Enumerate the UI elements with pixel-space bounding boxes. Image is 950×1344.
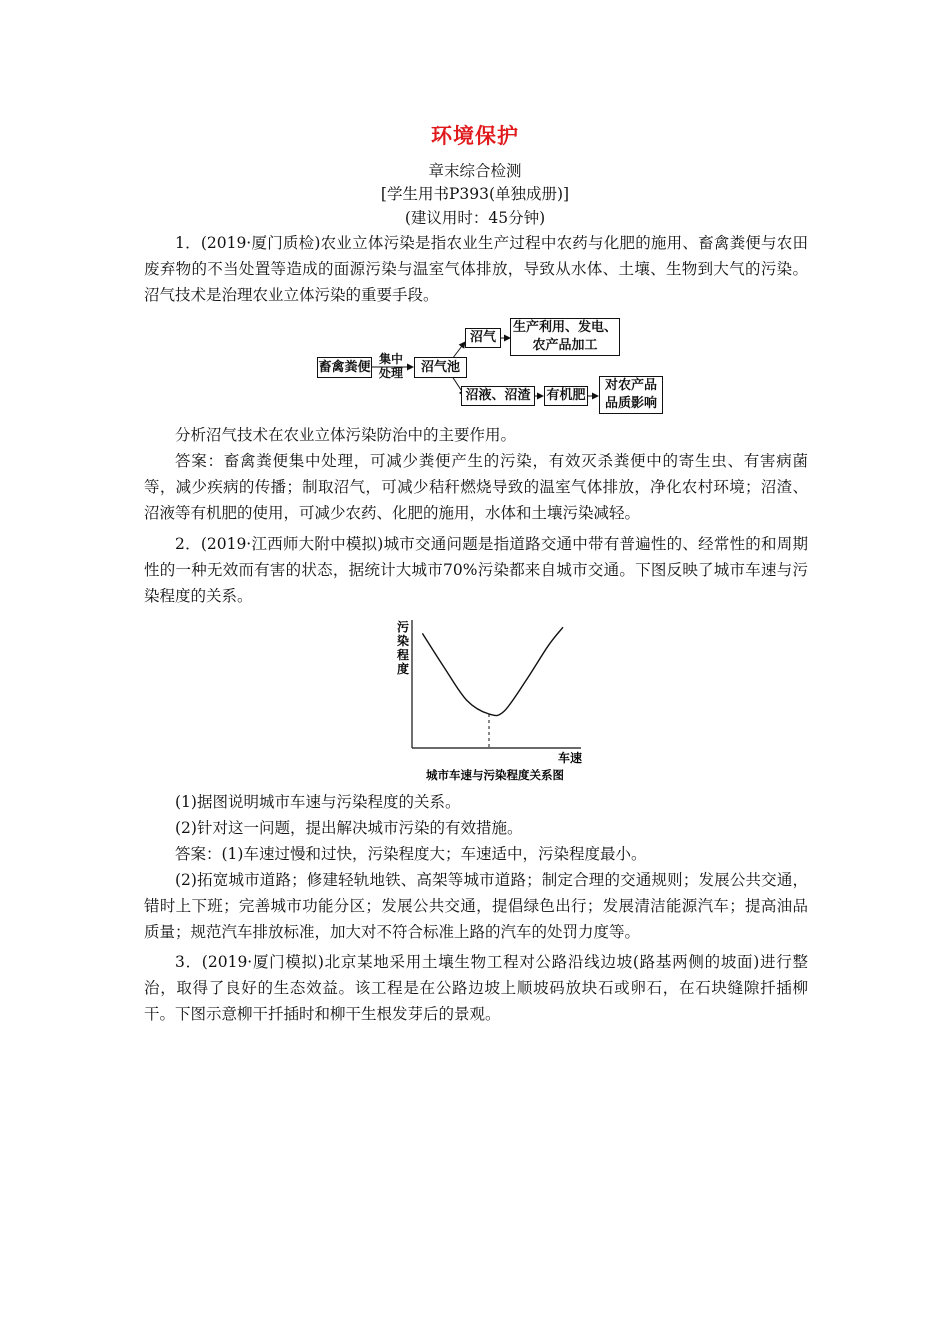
y-axis-label-char: 程	[397, 648, 410, 662]
page-subtitle: 章末综合检测	[428, 162, 522, 180]
flow-box-organic-fertilizer: 有机肥	[544, 386, 588, 406]
chart-title: 城市车速与污染程度关系图	[426, 768, 564, 782]
question-2-sub-1: (1)据图说明城市车速与污染程度的关系。	[175, 793, 461, 811]
flow-box-slurry-residue: 沼液、沼渣	[461, 386, 535, 406]
y-axis-label-char: 度	[397, 662, 410, 676]
flow-box-biogas: 沼气	[465, 328, 501, 348]
question-3-text: 3．(2019·厦门模拟)北京某地采用土壤生物工程对公路沿线边坡(路基两侧的坡面)进行整治，取得了良好的生态效益。该工程是在公路边坡上顺坡码放块石或卵石，在石块缝隙扦插柳干。下图示意柳干扦插时和柳干生根发芽后的景观。	[144, 953, 808, 1023]
y-axis-label	[397, 619, 409, 676]
flow-box-biogas-use: 生产利用、发电、 农产品加工	[510, 318, 620, 356]
question-1-prompt: 分析沼气技术在农业立体污染防治中的主要作用。	[175, 426, 517, 444]
pollution-curve	[422, 627, 563, 715]
x-axis-label: 车速	[558, 751, 583, 765]
question-2-sub-2: (2)针对这一问题，提出解决城市污染的有效措施。	[175, 819, 523, 837]
question-2-text: 2．(2019·江西师大附中模拟)城市交通问题是指道路交通中带有普遍性的、经常性的和周期性的一种无效而有害的状态，据统计大城市70%污染都来自城市交通。下图反映了城市车速与污染程度的关系。	[144, 535, 808, 605]
book-reference: [学生用书P393(单独成册)]	[380, 185, 570, 203]
biogas-flow-diagram	[315, 316, 675, 418]
question-2-answer-2: (2)拓宽城市道路；修建轻轨地铁、高架等城市道路；制定合理的交通规则；发展公共交通，错时上下班；完善城市功能分区；发展公共交通，提倡绿色出行；发展清洁能源汽车；提高油品质量；规范汽车排放标准，加大对不符合标准上路的汽车的处罚力度等。	[144, 871, 808, 941]
question-1-text: 1．(2019·厦门质检)农业立体污染是指农业生产过程中农药与化肥的施用、畜禽粪便与农田废弃物的不当处置等造成的面源污染与温室气体排放，导致从水体、土壤、生物到大气的污染。沼气技术是治理农业立体污染的重要手段。	[144, 234, 808, 304]
speed-pollution-chart	[395, 615, 585, 785]
flow-box-livestock-manure: 畜禽粪便	[317, 357, 372, 378]
flow-box-biogas-pool: 沼气池	[414, 357, 467, 378]
question-1-answer: 答案：畜禽粪便集中处理，可减少粪便产生的污染，有效灭杀粪便中的寄生虫、有害病菌等，减少疾病的传播；制取沼气，可减少秸秆燃烧导致的温室气体排放，净化农村环境；沼渣、沼液等有机肥的使用，可减少农药、化肥的施用，水体和土壤污染减轻。	[144, 452, 808, 522]
y-axis-label-char: 污	[397, 620, 410, 634]
y-axis-label-char: 染	[397, 634, 410, 648]
question-2-answer-1: 答案：(1)车速过慢和过快，污染程度大；车速适中，污染程度最小。	[175, 845, 647, 863]
page-title: 环境保护	[431, 123, 519, 148]
chart-svg	[395, 615, 585, 785]
time-hint: (建议用时：45分钟)	[404, 209, 546, 227]
flow-box-product-quality: 对农产品 品质影响	[599, 376, 663, 414]
flow-label-process: 集中 处理	[378, 352, 403, 380]
